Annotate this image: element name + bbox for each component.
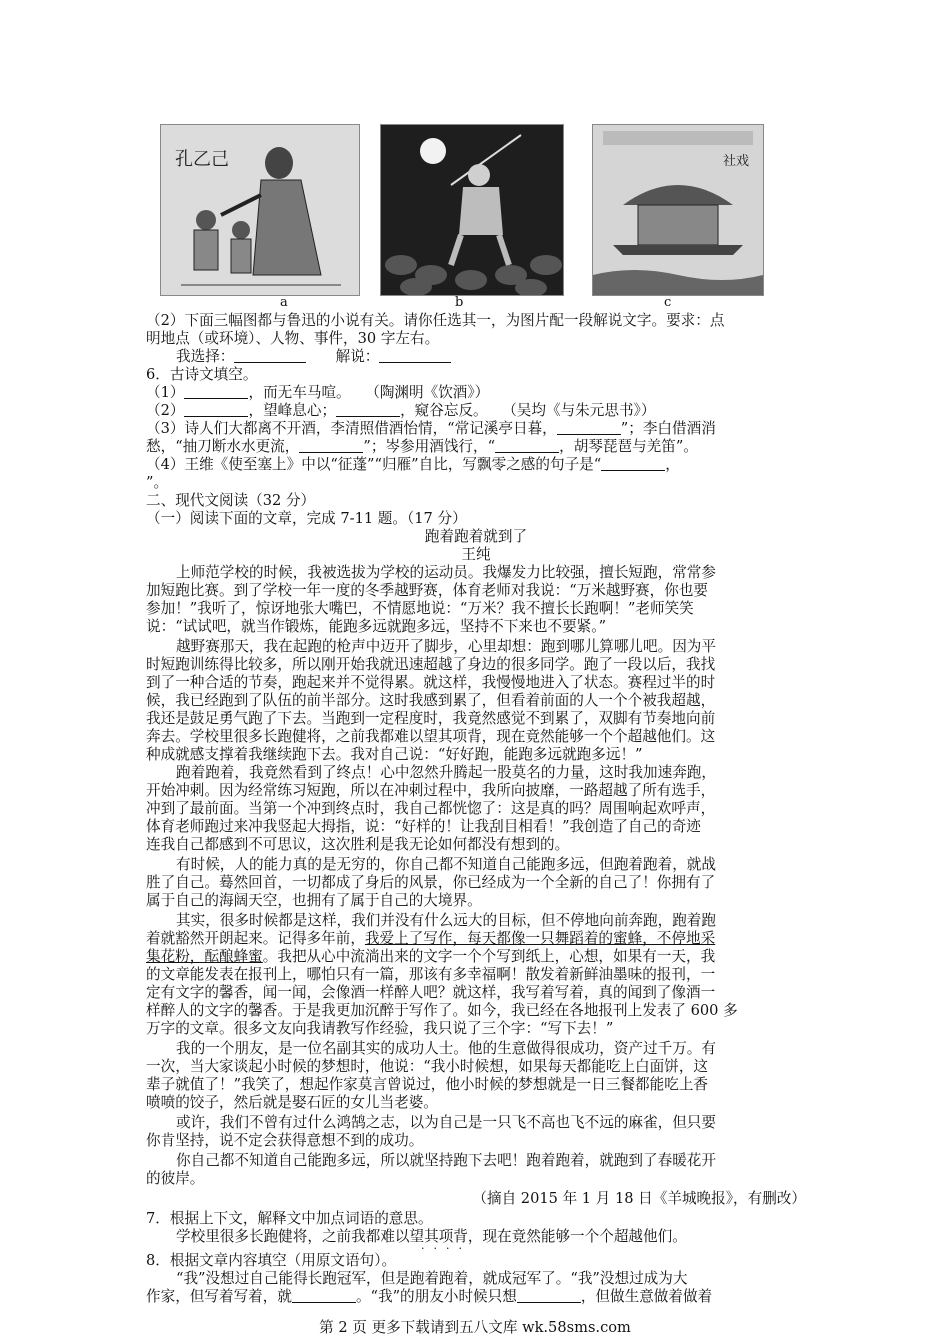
p5-line4: 的文章能发表在报刊上，哪怕只有一篇，那该有多幸福啊！散发着新鲜油墨味的报刊，一 [146, 966, 716, 983]
p8-line1: 你自己都不知道自己能跑多远，所以就坚持跑下去吧！跑着跑着，就跑到了春暖花开 [176, 1152, 716, 1169]
q7-emphasis-dots: ···· [421, 1242, 471, 1255]
q6-1 [146, 384, 806, 402]
p2-line6: 奔去。学校里很多长跑健将，之前我都难以望其项背，现在竟然能够一个个超越他们。这 [146, 728, 716, 745]
section-2-heading: 二、现代文阅读（32 分） [146, 492, 316, 509]
p5-line3-text: 。我把从心中流淌出来的文字一个个写到纸上，心想，如果有一天，我 [262, 948, 716, 965]
figure-b-illustration [381, 125, 563, 295]
p5-underlined-sentence-1: 我爱上了写作，每天都像一只舞蹈着的蜜蜂，不停地采 [364, 930, 716, 947]
q7-sentence: 学校里很多长跑健将，之前我都难以望其项背，现在竟然能够一个个超越他们。 [176, 1228, 687, 1245]
figure-c-title: 社戏 [723, 154, 750, 169]
q6-3-blank1[interactable] [557, 420, 621, 435]
q6-4-text3: ”。 [146, 474, 169, 491]
q6-2-text2: ，窥谷忘反。 （吴均《与朱元思书》） [400, 402, 656, 419]
p5-line2 [146, 930, 806, 948]
p5-line2-text: 着就豁然开朗起来。记得多年前， [146, 930, 365, 947]
page-footer: 第 2 页 更多下载请到五八文库 wk.58sms.com [319, 1319, 631, 1336]
p5-line6: 样醉人的文字的馨香。于是我更加沉醉于写作了。如今，我已经在各地报刊上发表了 600 多 [146, 1002, 738, 1019]
q6-4-line2 [146, 474, 806, 492]
q8-line1: “我”没想过自己能得长跑冠军，但是跑着跑着，就成冠军了。“我”没想过成为大 [176, 1270, 688, 1287]
article-title: 跑着跑着就到了 [424, 528, 528, 545]
p2-line1: 越野赛那天，我在起跑的枪声中迈开了脚步，心里却想：跑到哪儿算哪儿吧。因为平 [176, 638, 716, 655]
p6-line2: 一次，当大家谈起小时候的梦想时，他说：“我小时候想，如果每天都能吃上白面饼，这 [146, 1058, 709, 1075]
figure-b-runtu [380, 124, 564, 296]
p7-line1: 或许，我们不曾有过什么鸿鹄之志，以为自己是一只飞不高也飞不远的麻雀，但只要 [176, 1114, 716, 1131]
q8-blank1[interactable] [292, 1288, 356, 1303]
figure-c-illustration [593, 125, 763, 295]
figure-caption-c: c [664, 295, 672, 310]
p1-line1: 上师范学校的时候，我被选拔为学校的运动员。我爆发力比较强，擅长短跑，常常参 [176, 564, 716, 581]
p7-line2: 你肯坚持，说不定会获得意想不到的成功。 [146, 1132, 424, 1149]
p2-line4: 候，我已经跑到了队伍的前半部分。这时我感到累了，但看着前面的人一个个被我超越， [146, 692, 716, 709]
q6-1-blank[interactable] [184, 384, 248, 399]
q6-4-text2: ， [665, 456, 680, 473]
p3-line5: 连我自己都感到不可思议，这次胜利是我无论如何都没有想到的。 [146, 836, 570, 853]
p2-line7: 种成就感支撑着我继续跑下去。我对自己说：“好好跑，能跑多远就跑多远！” [146, 746, 643, 763]
q6-1-num: （1） [146, 384, 185, 401]
q6-2 [146, 402, 806, 420]
figure-strip [160, 124, 765, 296]
q6-2-num: （2） [146, 402, 185, 419]
p3-line2: 开始冲刺。因为经常练习短跑，所以在冲刺过程中，我所向披靡，一路超越了所有选手， [146, 782, 716, 799]
explain-blank[interactable] [379, 348, 451, 363]
q6-3-text5: ，胡琴琵琶与羌笛”。 [559, 438, 698, 455]
choice-blank[interactable] [234, 348, 306, 363]
q6-2-blank2[interactable] [336, 402, 400, 417]
p1-line2: 加短跑比赛。到了学校一年一度的冬季越野赛，体育老师对我说：“万米越野赛，你也要 [146, 582, 709, 599]
p6-line3: 辈子就值了！”我笑了，想起作家莫言曾说过，他小时候的梦想就是一日三餐都能吃上香 [146, 1076, 709, 1093]
p2-line3: 到了一种合适的节奏，跑起来并不觉得累。就这样，我慢慢地进入了状态。赛程过半的时 [146, 674, 716, 691]
q6-3-blank2[interactable] [299, 438, 363, 453]
choice-label: 我选择： [176, 348, 235, 365]
p6-line1: 我的一个朋友，是一位名副其实的成功人士。他的生意做得很成功，资产过千万。有 [176, 1040, 716, 1057]
figure-a-illustration [161, 125, 359, 295]
explain-label: 解说： [335, 348, 380, 365]
q8-line2 [146, 1288, 806, 1306]
p1-line3: 参加！”我听了，惊讶地张大嘴巴，不情愿地说：“万米？我不擅长长跑啊！”老师笑笑 [146, 600, 694, 617]
p8-line2: 的彼岸。 [146, 1170, 205, 1187]
q6-4-text1: （4）王维《使至塞上》中以“征蓬”“归雁”自比，写飘零之感的句子是“ [146, 456, 602, 473]
p5-line5: 定有文字的馨香，闻一闻，会像酒一样醉人吧？就这样，我写着写着，真的闻到了像酒一 [146, 984, 716, 1001]
q6-3-line2 [146, 438, 806, 456]
q8-blank2[interactable] [517, 1288, 581, 1303]
q6-1-text: ，而无车马喧。 （陶渊明《饮酒》） [248, 384, 490, 401]
q8-text1: 作家，但写着写着，就 [146, 1288, 292, 1305]
p1-line4: 说：“试试吧，就当作锻炼，能跑多远就跑多远，坚持不下来也不要紧。” [146, 618, 607, 635]
p2-line5: 我还是鼓足勇气跑了下去。当跑到一定程度时，我竟然感觉不到累了，双脚有节奏地向前 [146, 710, 716, 727]
p5-line3 [146, 948, 806, 966]
p5-underlined-sentence-2: 集花粉，酝酿蜂蜜 [146, 948, 263, 965]
q5-2-answer-line [176, 348, 806, 366]
p6-line4: 喷喷的饺子，然后就是娶石匠的女儿当老婆。 [146, 1094, 438, 1111]
reading-1-instructions: （一）阅读下面的文章，完成 7-11 题。（17 分） [146, 510, 467, 527]
figure-caption-b: b [455, 295, 464, 310]
q6-3-blank3[interactable] [495, 438, 559, 453]
p3-line3: 冲到了最前面。当第一个冲到终点时，我自己都恍惚了：这是真的吗？周围响起欢呼声， [146, 800, 716, 817]
q6-heading: 6．古诗文填空。 [146, 366, 258, 383]
p5-line7: 万字的文章。很多文友向我请教写作经验，我只说了三个字：“写下去！” [146, 1020, 614, 1037]
q6-3-text4: ”；岑参用酒饯行，“ [363, 438, 496, 455]
p4-line1: 有时候，人的能力真的是无穷的，你自己都不知道自己能跑多远，但跑着跑着，就战 [176, 856, 716, 873]
p2-line2: 时短跑训练得比较多，所以刚开始我就迅速超越了身边的很多同学。跑了一段以后，我找 [146, 656, 716, 673]
q6-2-text1: ，望峰息心； [248, 402, 337, 419]
article-source: （摘自 2015 年 1 月 18 日《羊城晚报》，有删改） [472, 1190, 806, 1207]
q6-3-text3: 愁，“抽刀断水水更流， [146, 438, 300, 455]
p4-line3: 属于自己的海阔天空，也拥有了属于自己的大境界。 [146, 892, 482, 909]
q8-text2: 。“我”的朋友小时候只想 [355, 1288, 517, 1305]
q6-4-blank1[interactable] [601, 456, 665, 471]
p5-line1: 其实，很多时候都是这样，我们并没有什么远大的目标，但不停地向前奔跑，跑着跑 [176, 912, 716, 929]
q5-2-line2: 明地点（或环境）、人物、事件，30 字左右。 [146, 330, 440, 347]
q8-heading: 8．根据文章内容填空（用原文语句）。 [146, 1252, 397, 1269]
q5-2-line1: （2）下面三幅图都与鲁迅的小说有关。请你任选其一，为图片配一段解说文字。要求：点 [146, 312, 725, 329]
q8-text3: ，但做生意做着做着 [580, 1288, 713, 1305]
q6-3-text2: ”；李白借酒消 [620, 420, 716, 437]
p3-line4: 体育老师跑过来冲我竖起大拇指，说：“好样的！让我刮目相看！”我创造了自己的奇迹 [146, 818, 701, 835]
q6-4-line1 [146, 456, 806, 474]
figure-a-kong-yiji [160, 124, 360, 296]
figure-c-village-opera [592, 124, 764, 296]
q7-heading: 7．根据上下文，解释文中加点词语的意思。 [146, 1210, 433, 1227]
article-author: 王纯 [461, 546, 491, 563]
p3-line1: 跑着跑着，我竟然看到了终点！心中忽然升腾起一股莫名的力量，这时我加速奔跑， [176, 764, 716, 781]
figure-a-title: 孔乙己 [175, 149, 229, 170]
q6-3-line1 [146, 420, 806, 438]
q6-3-text1: （3）诗人们大都离不开酒，李清照借酒怡情，“常记溪亭日暮， [146, 420, 557, 437]
figure-caption-a: a [280, 295, 288, 310]
p4-line2: 胜了自己。蓦然回首，一切都成了身后的风景，你已经成为一个全新的自己了！你拥有了 [146, 874, 716, 891]
q6-2-blank1[interactable] [184, 402, 248, 417]
